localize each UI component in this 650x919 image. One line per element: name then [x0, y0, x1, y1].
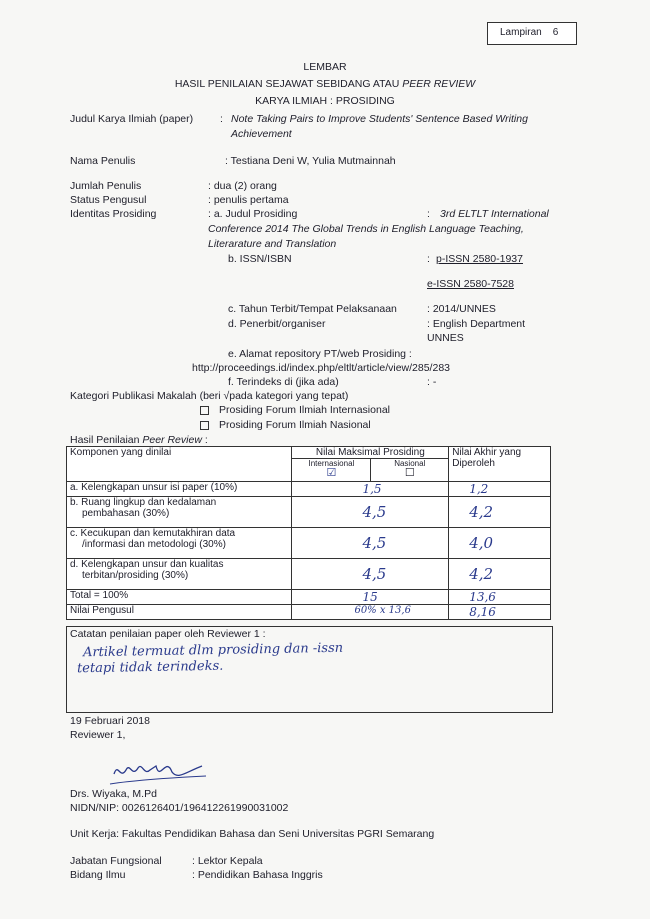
header-subtitle: KARYA ILMIAH : PROSIDING [255, 95, 395, 107]
header-akhir-line2: Diperoleh [452, 458, 495, 469]
table-row [67, 482, 551, 497]
judul-sep: : [220, 113, 223, 125]
header-title [0, 78, 650, 90]
table-row-pengusul [67, 605, 551, 620]
identitas-e: e. Alamat repository PT/web Prosiding : [228, 348, 412, 360]
identitas-b-sep: : [427, 253, 430, 265]
header-nasional-label: Nasional [394, 459, 426, 468]
kategori-option-internasional [200, 404, 390, 416]
identitas-b: b. ISSN/ISBN [228, 253, 292, 265]
hasil-label-text: Hasil Penilaian [70, 434, 143, 446]
footer-unit: Unit Kerja: Fakultas Pendidikan Bahasa dan Seni Universitas PGRI Semarang [70, 828, 435, 840]
identitas-c: c. Tahun Terbit/Tempat Pelaksanaan [228, 303, 397, 315]
header-komponen: Komponen yang dinilai [67, 447, 292, 482]
judul-value-1: Note Taking Pairs to Improve Students' Sentence Based Writing [231, 113, 528, 125]
row-b-label [67, 497, 292, 528]
identitas-c-value: : 2014/UNNES [427, 303, 496, 315]
identitas-a-value-3: Literarature and Translation [208, 238, 337, 250]
bidang-label: Bidang Ilmu [70, 869, 126, 881]
row-a-max: 1,5 [292, 482, 449, 497]
checked-box-icon: ☑ [326, 467, 337, 479]
table-row-total [67, 590, 551, 605]
identitas-f-value: : - [427, 376, 437, 388]
row-c-label [67, 528, 292, 559]
table-header-row [67, 447, 551, 459]
bidang-value: : Pendidikan Bahasa Inggris [192, 869, 323, 881]
nama-value: : Testiana Deni W, Yulia Mutmainnah [225, 155, 396, 167]
identitas-d: d. Penerbit/organiser [228, 318, 326, 330]
row-d-label [67, 559, 292, 590]
row-c-final: 4,0 [449, 528, 551, 559]
row-d-label-1: d. Kelengkapan unsur dan kualitas [70, 559, 224, 570]
row-b-label-1: b. Ruang lingkup dan kedalaman [70, 497, 217, 508]
row-b-label-2: pembahasan (30%) [82, 508, 170, 519]
total-max: 15 [292, 590, 449, 605]
jabatan-label: Jabatan Fungsional [70, 855, 162, 867]
kategori-opt1-label: Prosiding Forum Ilmiah Internasional [219, 404, 390, 416]
footer-date: 19 Februari 2018 [70, 715, 150, 727]
pengusul-final: 8,16 [449, 605, 551, 620]
table-row [67, 559, 551, 590]
judul-value-2: Achievement [231, 128, 292, 140]
jumlah-value: : dua (2) orang [208, 180, 277, 192]
empty-box-icon: ☐ [404, 467, 415, 479]
row-b-max: 4,5 [292, 497, 449, 528]
checkbox-internasional [200, 406, 209, 415]
score-table [66, 446, 551, 620]
header-internasional-label: Internasional [308, 459, 355, 468]
catatan-label: Catatan penilaian paper oleh Reviewer 1 : [70, 628, 266, 640]
lampiran-box [487, 22, 577, 45]
identitas-d-value-1: : English Department [427, 318, 526, 330]
identitas-a: : a. Judul Prosiding [208, 208, 298, 220]
total-final: 13,6 [449, 590, 551, 605]
footer-reviewer: Reviewer 1, [70, 729, 126, 741]
kategori-label: Kategori Publikasi Makalah (beri √pada kategori yang tepat) [70, 390, 349, 402]
identitas-f: f. Terindeks di (jika ada) [228, 376, 339, 388]
header-nilai-maks: Nilai Maksimal Prosiding [292, 447, 449, 459]
kategori-opt2-label: Prosiding Forum Ilmiah Nasional [219, 419, 371, 431]
row-b-final: 4,2 [449, 497, 551, 528]
table-row [67, 497, 551, 528]
signature [106, 752, 216, 792]
nama-label: Nama Penulis [70, 155, 136, 167]
pengusul-label: Nilai Pengusul [67, 605, 292, 620]
row-a-final: 1,2 [449, 482, 551, 497]
hasil-label-italic: Peer Review [142, 434, 202, 446]
row-c-label-1: c. Kecukupan dan kemutakhiran data [70, 528, 236, 539]
total-label: Total = 100% [67, 590, 292, 605]
hasil-label-suffix: : [201, 434, 208, 446]
catatan-line1: Artikel termuat dlm prosiding dan -issn [82, 640, 344, 661]
e-issn: e-ISSN 2580-7528 [427, 278, 514, 290]
header-title-text: HASIL PENILAIAN SEJAWAT SEBIDANG ATAU [174, 78, 403, 90]
identitas-d-value-2: UNNES [427, 332, 464, 344]
identitas-a-sep: : [427, 208, 430, 220]
header-title-italic: PEER REVIEW [402, 78, 476, 90]
header-internasional [292, 459, 371, 482]
header-lembar: LEMBAR [303, 61, 347, 73]
p-issn: p-ISSN 2580-1937 [436, 253, 523, 265]
jabatan-value: : Lektor Kepala [192, 855, 263, 867]
catatan-box [66, 626, 553, 713]
status-label: Status Pengusul [70, 194, 147, 206]
row-c-label-2: /informasi dan metodologi (30%) [82, 539, 226, 550]
status-value: : penulis pertama [208, 194, 289, 206]
identitas-a-value-1: 3rd ELTLT International [440, 208, 549, 220]
footer-name: Drs. Wiyaka, M.Pd [70, 788, 157, 800]
footer-nidn: NIDN/NIP: 0026126401/196412261990031002 [70, 802, 289, 814]
table-row [67, 528, 551, 559]
row-c-max: 4,5 [292, 528, 449, 559]
row-d-label-2: terbitan/prosiding (30%) [82, 570, 189, 581]
pengusul-max: 60% x 13,6 [292, 605, 449, 620]
jumlah-label: Jumlah Penulis [70, 180, 142, 192]
header-nasional [371, 459, 449, 482]
row-d-final: 4,2 [449, 559, 551, 590]
kategori-option-nasional [200, 419, 371, 431]
identitas-a-value-2: Conference 2014 The Global Trends in English Language Teaching, [208, 223, 524, 235]
header-akhir-line1: Nilai Akhir yang [452, 447, 522, 458]
judul-label: Judul Karya Ilmiah (paper) [70, 113, 194, 125]
row-a-label: a. Kelengkapan unsur isi paper (10%) [67, 482, 292, 497]
header-nilai-akhir [449, 447, 551, 482]
lampiran-label: Lampiran 6 [500, 27, 559, 38]
repository-url: http://proceedings.id/index.php/eltlt/article/view/285/283 [192, 362, 450, 374]
catatan-line2: tetapi tidak terindeks. [76, 658, 224, 677]
row-d-max: 4,5 [292, 559, 449, 590]
checkbox-nasional [200, 421, 209, 430]
identitas-label: Identitas Prosiding [70, 208, 157, 220]
hasil-label [70, 434, 208, 446]
